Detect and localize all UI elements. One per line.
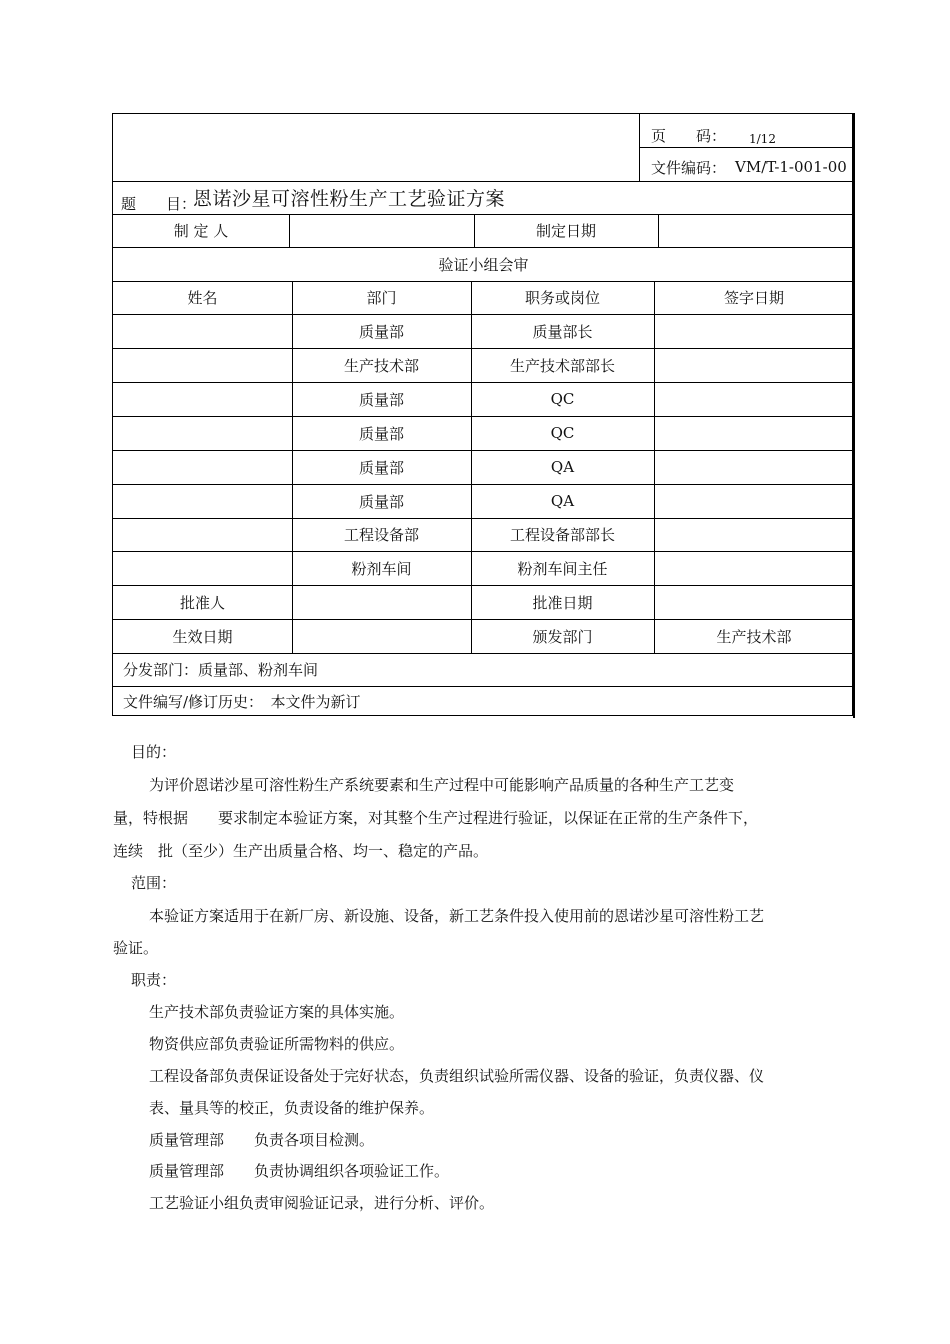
review-row-name	[113, 314, 292, 348]
review-row-position: QC	[550, 390, 575, 408]
review-row-dept: 工程设备部	[343, 526, 419, 544]
doc-code-value: VM/T-1-001-00	[735, 158, 847, 176]
page-number-label: 页 码：	[651, 126, 727, 145]
review-row-sign-date	[654, 416, 854, 450]
review-row-dept: 粉剂车间	[351, 559, 412, 578]
column-header-name: 姓名	[187, 289, 218, 307]
review-row-position: QA	[550, 492, 575, 510]
author-date-value	[658, 214, 854, 247]
review-row-position: QC	[550, 424, 575, 442]
purpose-line: 量，特根据 要求制定本验证方案，对其整个生产过程进行验证，以保证在正常的生产条件下，	[113, 809, 759, 827]
review-row-sign-date	[654, 518, 854, 551]
scope-line: 本验证方案适用于在新厂房、新设施、设备，新工艺条件投入使用前的恩诺沙星可溶性粉工艺	[149, 907, 765, 925]
issue-dept-value: 生产技术部	[716, 627, 792, 646]
review-row-dept: 质量部	[358, 424, 404, 443]
review-row-sign-date	[654, 314, 854, 348]
duty-item: 生产技术部负责验证方案的具体实施。	[149, 1003, 405, 1021]
review-row-dept: 质量部	[358, 458, 404, 477]
duty-heading: 职责：	[131, 971, 177, 989]
review-row-position: 粉剂车间主任	[517, 559, 608, 578]
duty-item: 工程设备部负责保证设备处于完好状态，负责组织试验所需仪器、设备的验证，负责仪器、仪	[149, 1067, 765, 1085]
title-label: 题 目：	[121, 194, 197, 213]
scope-heading: 范围：	[131, 874, 177, 892]
document-title: 恩诺沙星可溶性粉生产工艺验证方案	[193, 187, 506, 210]
review-row-name	[113, 484, 292, 518]
review-row-name	[113, 382, 292, 416]
duty-item: 物资供应部负责验证所需物料的供应。	[149, 1035, 405, 1053]
duty-item: 质量管理部 负责各项目检测。	[149, 1131, 375, 1149]
duty-item: 质量管理部 负责协调组织各项验证工作。	[149, 1162, 450, 1180]
purpose-heading: 目的：	[131, 743, 177, 761]
purpose-line: 连续 批（至少）生产出质量合格、均一、稳定的产品。	[113, 842, 489, 860]
review-row-position: 质量部长	[532, 322, 593, 341]
review-row-dept: 质量部	[358, 322, 404, 341]
review-section-title: 验证小组会审	[438, 255, 529, 274]
review-row-name	[113, 348, 292, 382]
review-row-position: QA	[550, 458, 575, 476]
review-row-dept: 生产技术部	[343, 356, 419, 375]
review-row-dept: 质量部	[358, 390, 404, 409]
column-header-dept: 部门	[366, 289, 397, 307]
duty-item: 工艺验证小组负责审阅验证记录，进行分析、评价。	[149, 1194, 495, 1212]
scope-line: 验证。	[113, 939, 159, 957]
revision-history: 文件编写/修订历史： 本文件为新订	[123, 693, 361, 711]
effective-date-label: 生效日期	[172, 627, 233, 646]
review-row-position: 工程设备部部长	[509, 526, 615, 544]
review-row-sign-date	[654, 382, 854, 416]
review-row-name	[113, 518, 292, 551]
author-value	[289, 214, 474, 247]
approver-label: 批准人	[179, 593, 225, 612]
effective-date-value	[292, 619, 471, 653]
review-row-name	[113, 450, 292, 484]
author-label: 制 定 人	[173, 222, 229, 240]
column-header-position: 职务或岗位	[524, 289, 600, 307]
author-date-label: 制定日期	[535, 222, 596, 240]
review-row-sign-date	[654, 484, 854, 518]
approve-date-label: 批准日期	[532, 593, 593, 612]
approver-value	[292, 585, 471, 619]
review-row-position: 生产技术部部长	[509, 356, 615, 375]
doc-code-label: 文件编码：	[651, 158, 727, 177]
purpose-line: 为评价恩诺沙星可溶性粉生产系统要素和生产过程中可能影响产品质量的各种生产工艺变	[149, 776, 735, 794]
review-row-name	[113, 416, 292, 450]
review-row-dept: 质量部	[358, 492, 404, 511]
duty-item: 表、量具等的校正，负责设备的维护保养。	[149, 1099, 435, 1117]
review-row-name	[113, 551, 292, 585]
review-row-sign-date	[654, 348, 854, 382]
review-row-sign-date	[654, 551, 854, 585]
approve-date-value	[654, 585, 854, 619]
document-header-table	[112, 113, 853, 716]
issue-dept-label: 颁发部门	[532, 627, 593, 646]
page-number-value: 1/12	[749, 132, 776, 146]
distribution-departments: 分发部门：质量部、粉剂车间	[123, 661, 319, 679]
review-row-sign-date	[654, 450, 854, 484]
column-header-sign-date: 签字日期	[723, 289, 784, 307]
